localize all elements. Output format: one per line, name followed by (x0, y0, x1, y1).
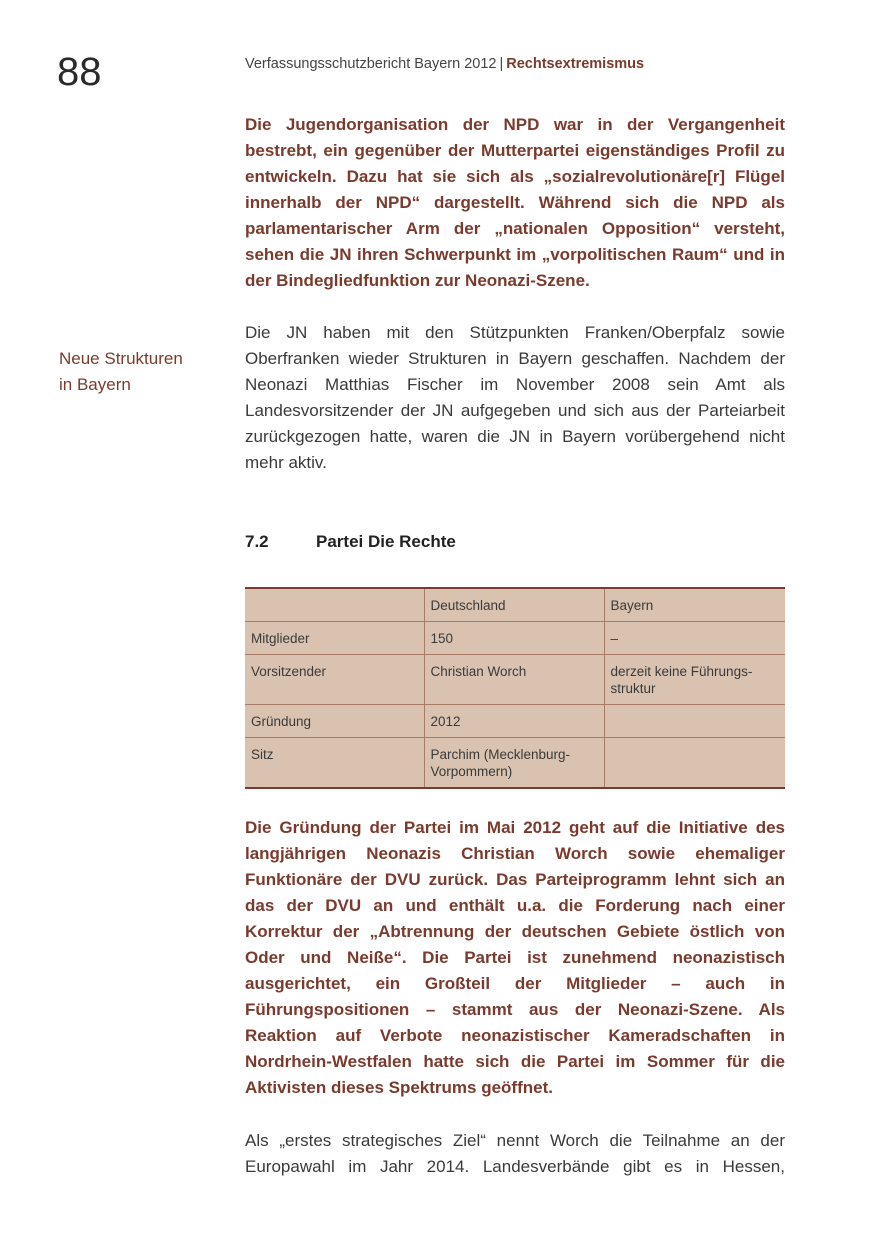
paragraph-strategic-goal: Als „erstes strategisches Ziel“ nennt Worch die Teilnahme an der Europawahl im Jahr 2014. Landesverbände gibt es in Hessen, (245, 1131, 785, 1176)
table-row (245, 622, 785, 655)
marginal-note (59, 346, 229, 398)
table-cell: Christian Worch (424, 655, 604, 705)
section-number: 7.2 (245, 532, 269, 551)
table-cell (604, 705, 785, 738)
table-cell: Mitglieder (245, 622, 424, 655)
section-title: Rechtsextremismus (506, 56, 645, 72)
table-header-cell: Bayern (604, 588, 785, 622)
table-header-cell (245, 588, 424, 622)
report-title: Verfassungsschutzbericht Bayern 2012 (245, 56, 497, 72)
marginal-note-line-2: in Bayern (59, 375, 131, 394)
table-row (245, 655, 785, 705)
section-heading-title: Partei Die Rechte (316, 532, 456, 551)
table-cell: Sitz (251, 747, 274, 762)
table-row (245, 738, 785, 789)
table-cell: derzeit keine Führungs- struktur (604, 655, 785, 705)
paragraph-jn-structures: Die JN haben mit den Stützpunkten Franken/Oberpfalz sowie Oberfranken wieder Strukturen in Bayern geschaffen. Nachdem der Neonazi Matthias Fischer im November 2008 sein Amt als Landesvorsitzender der JN aufgegeben und sich aus der Parteiarbeit zurückgezogen hatte, waren die JN in Bayern vorübergehend nicht mehr aktiv. (245, 323, 785, 472)
section-heading (245, 530, 456, 554)
page-number: 88 (57, 50, 102, 94)
lead-paragraph-jn: Die Jugendorganisation der NPD war in der Vergangenheit bestrebt, ein gegenüber der Mutterpartei eigenständiges Profil zu entwickeln. Dazu hat sie sich als „sozialrevolutionäre[r] Flügel innerhalb der NPD“ dargestellt. Während sich die NPD als parlamentarischer Arm der „nationalen Opposition“ versteht, sehen die JN ihren Schwerpunkt im „vorpolitischen Raum“ und in der Bindegliedfunktion zur Neonazi-Szene. (245, 115, 785, 290)
lead-paragraph-die-rechte: Die Gründung der Partei im Mai 2012 geht auf die Initiative des langjährigen Neonazis Christian Worch sowie ehemaliger Funktionäre der DVU zurück. Das Parteiprogramm lehnt sich an das der DVU an und enthält u.a. die Forderung nach einer Korrektur der „Abtrennung der deutschen Gebiete östlich von Oder und Neiße“. Die Partei ist zunehmend neonazistisch ausgerichtet, ein Großteil der Mitglieder – auch in Führungspositionen – stammt aus der Neonazi-Szene. Als Reaktion auf Verbote neonazistischer Kameradschaften in Nordrhein-Westfalen hatte sich die Partei im Sommer für die Aktivisten dieses Spektrums geöffnet. (245, 818, 785, 1097)
party-facts-table (245, 587, 785, 789)
table-cell (604, 738, 785, 789)
table-cell: Vorsitzender (245, 655, 424, 705)
table-cell: Gründung (245, 705, 424, 738)
table-row (245, 705, 785, 738)
table-cell: 2012 (424, 705, 604, 738)
running-head (245, 54, 644, 74)
table-cell: Parchim (Mecklenburg- Vorpommern) (424, 738, 604, 789)
table-cell: – (604, 622, 785, 655)
table-cell: 150 (424, 622, 604, 655)
header-separator: | (499, 56, 504, 72)
table-header-cell: Deutschland (424, 588, 604, 622)
table-header-row (245, 588, 785, 622)
marginal-note-line-1: Neue Strukturen (59, 349, 183, 368)
